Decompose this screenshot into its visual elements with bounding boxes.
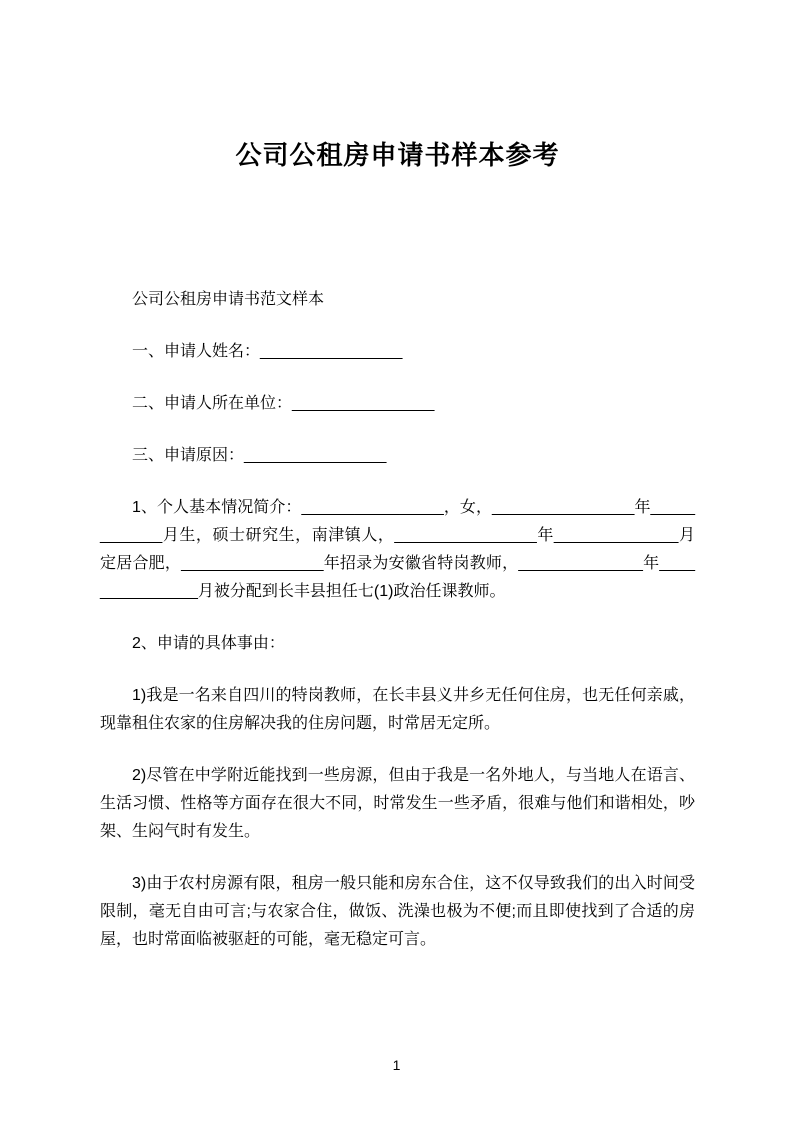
paragraph-application-reason: 三、申请原因：________________ <box>132 447 387 464</box>
paragraph-applicant-name: 一、申请人姓名：________________ <box>132 343 403 360</box>
document-title: 公司公租房申请书样本参考 <box>235 140 560 170</box>
paragraph-basic-profile: 1、个人基本情况简介：________________，女，________________年____________月生，硕士研究生，南津镇人，________________年______________月定居合肥，________________年招录为安徽省特岗教师，______________年_______________月被分配到长丰县担任七(1)政治任课教师。 <box>100 499 695 600</box>
page-number: 1 <box>392 1057 401 1073</box>
paragraph-applicant-unit: 二、申请人所在单位：________________ <box>132 395 435 412</box>
paragraph-reason-2: 2)尽管在中学附近能找到一些房源，但由于我是一名外地人，与当地人在语言、生活习惯、性格等方面存在很大不同，时常发生一些矛盾，很难与他们和谐相处，吵架、生闷气时有发生。 <box>100 767 695 840</box>
paragraph-subtitle: 公司公租房申请书范文样本 <box>132 291 325 308</box>
paragraph-reason-3: 3)由于农村房源有限，租房一般只能和房东合住，这不仅导致我们的出入时间受限制，毫无自由可言;与农家合住，做饭、洗澡也极为不便;而且即使找到了合适的房屋，也时常面临被驱赶的可能，毫无稳定可言。 <box>100 875 695 948</box>
paragraph-specific-reasons-heading: 2、申请的具体事由： <box>132 635 285 652</box>
paragraph-reason-1: 1)我是一名来自四川的特岗教师，在长丰县义井乡无任何住房，也无任何亲戚，现靠租住农家的住房解决我的住房问题，时常居无定所。 <box>100 687 695 732</box>
